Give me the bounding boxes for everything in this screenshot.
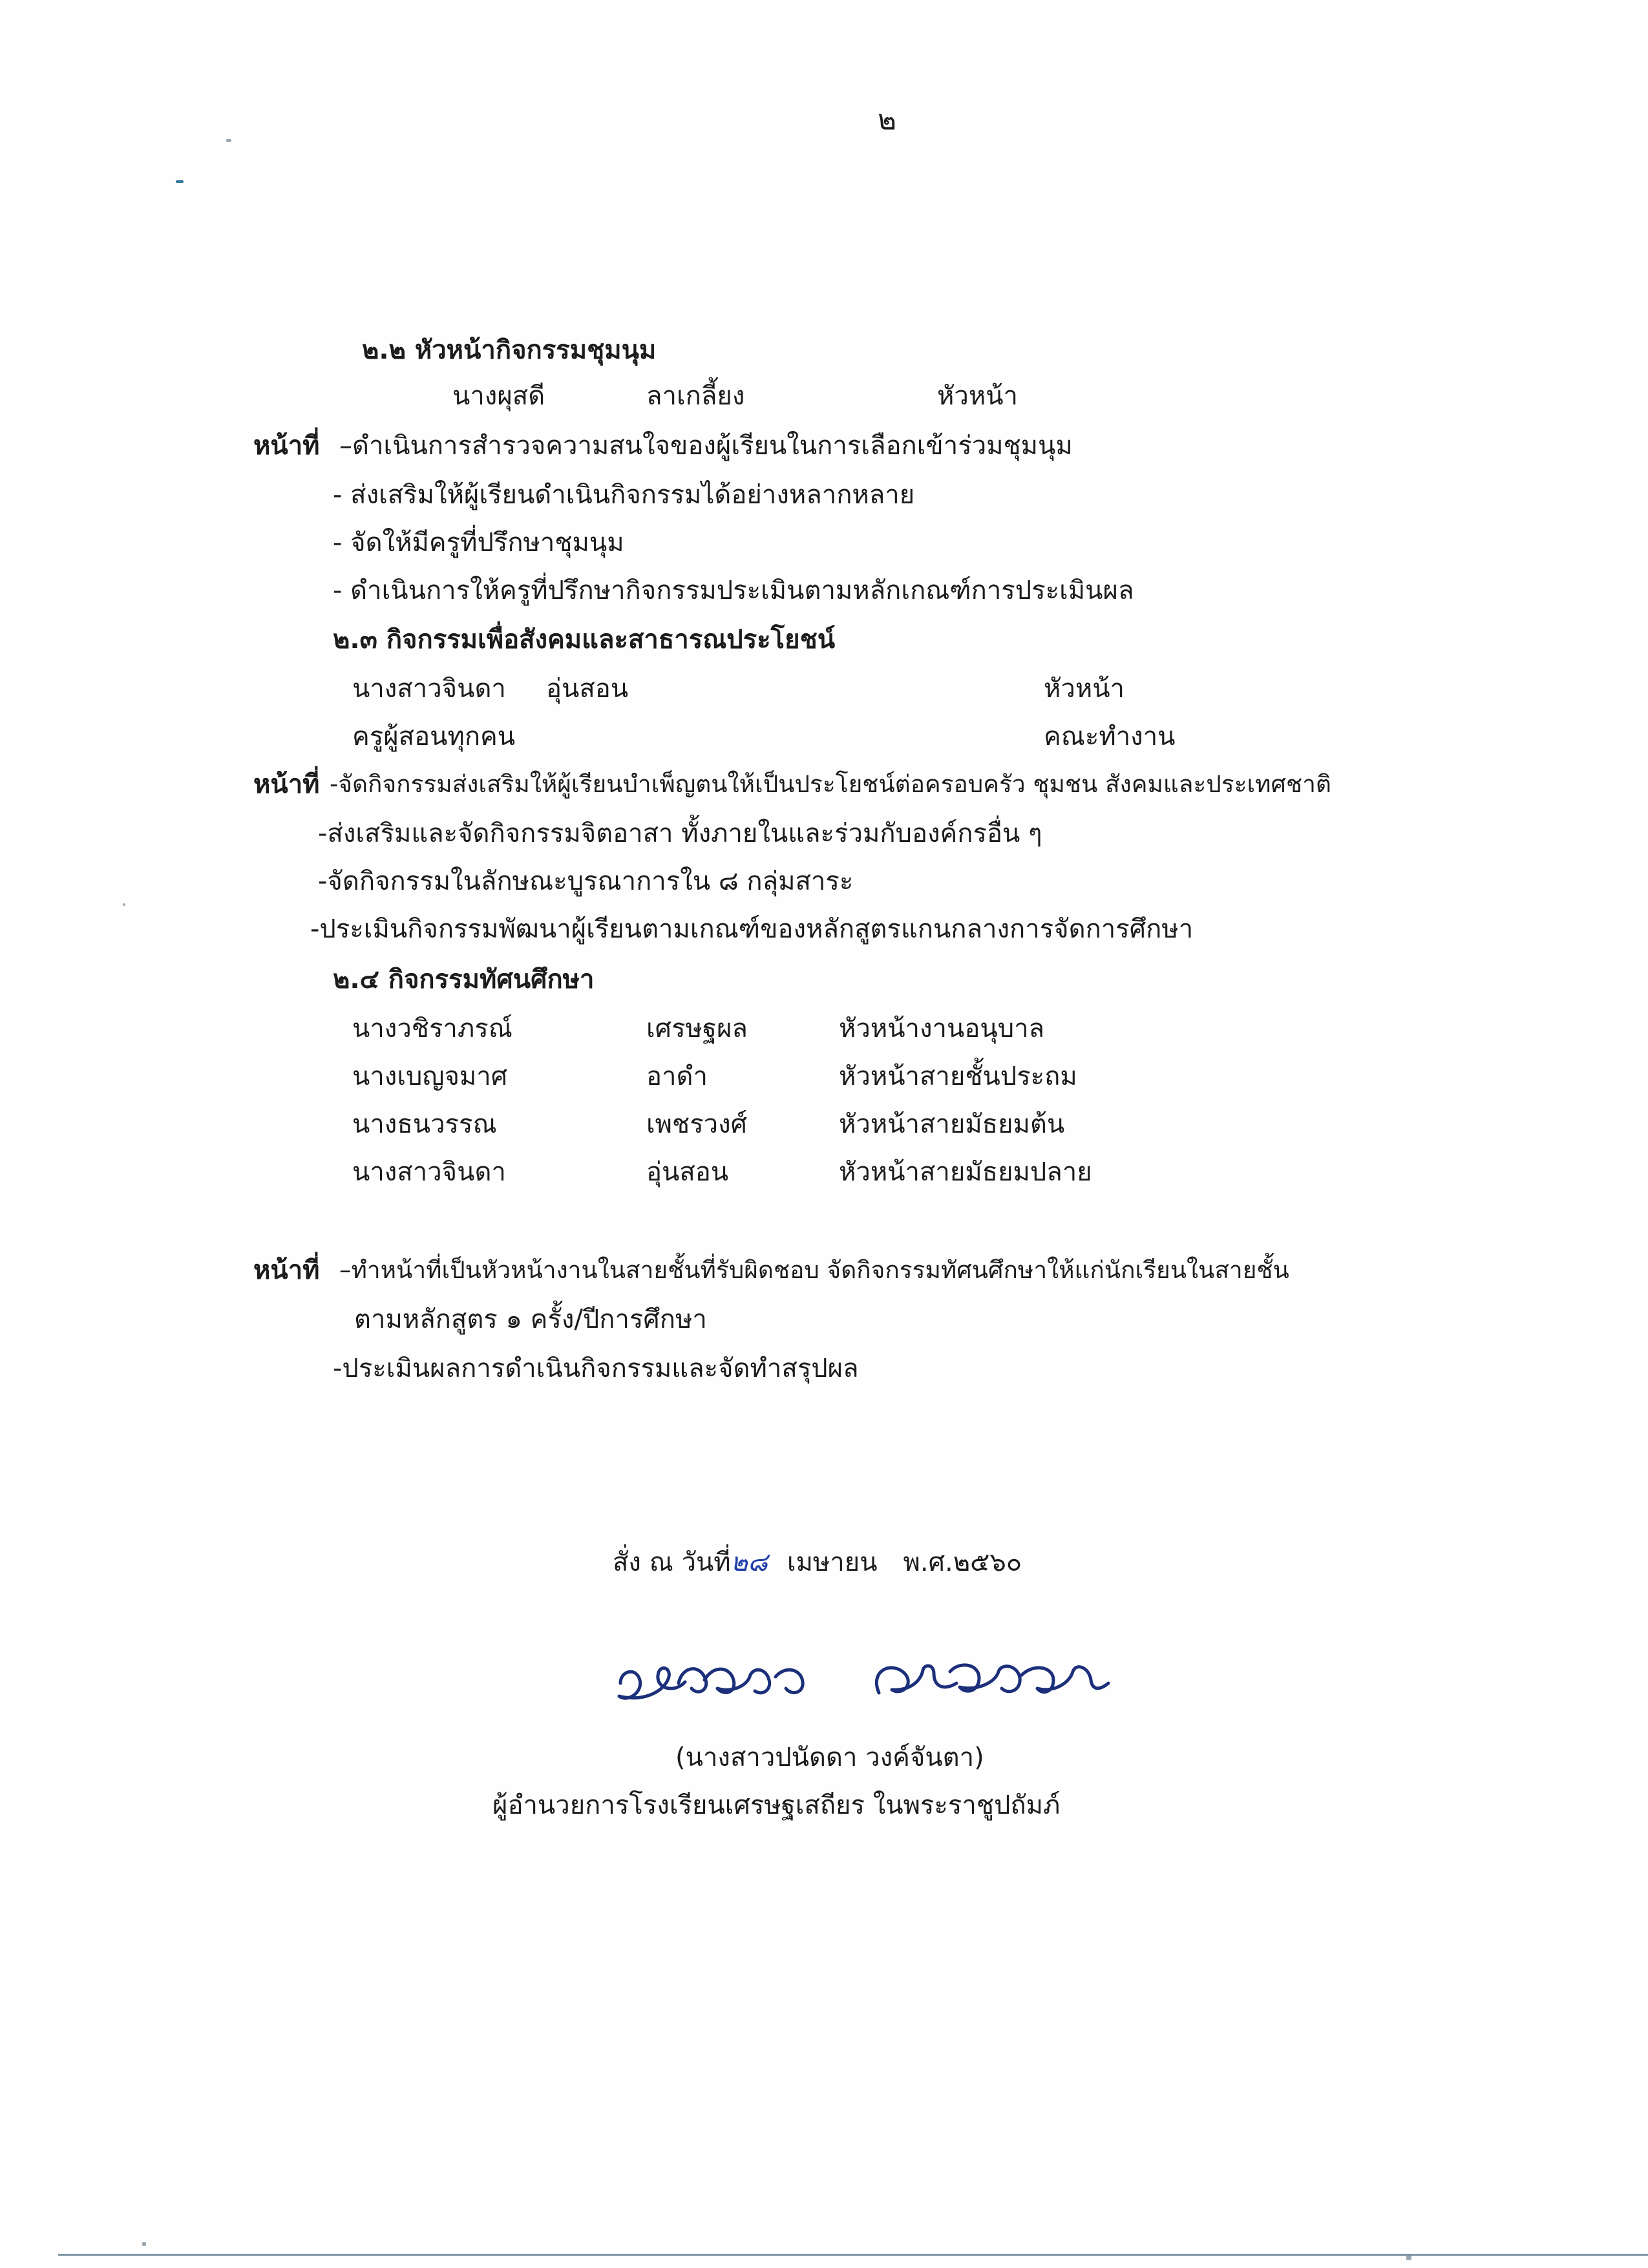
- duty-label: หน้าที่: [253, 431, 320, 461]
- section-2-2-heading: ๒.๒ หัวหน้ากิจกรรมชุมนุม: [362, 335, 657, 365]
- section-2-4-heading: ๒.๔ กิจกรรมทัศนศึกษา: [333, 965, 595, 994]
- signer-name: (นางสาวปนัดดา วงค์จันตา): [675, 1743, 984, 1772]
- member-last-name: อุ่นสอน: [646, 1157, 729, 1187]
- member-last-name: อาดำ: [646, 1062, 708, 1091]
- duty-item: –ดำเนินการสำรวจความสนใจของผู้เรียนในการเลือกเข้าร่วมชุมนุม: [339, 431, 1073, 461]
- member-first-name: นางสาวจินดา: [352, 1157, 506, 1187]
- member-first-name: นางธนวรรณ: [352, 1109, 497, 1139]
- scan-speck: [226, 139, 231, 142]
- scan-speck: [142, 2242, 146, 2246]
- member-last-name: เพชรวงศ์: [646, 1109, 748, 1139]
- member-first-name: นางวชิราภรณ์: [352, 1014, 512, 1044]
- scan-speck: [1406, 2255, 1411, 2260]
- order-year: พ.ศ.๒๕๖๐: [903, 1548, 1022, 1577]
- order-day-handwritten: ๒๘: [730, 1548, 768, 1577]
- member-role: หัวหน้างานอนุบาล: [839, 1014, 1045, 1044]
- order-month: เมษายน: [787, 1548, 878, 1577]
- duty-item: ตามหลักสูตร ๑ ครั้ง/ปีการศึกษา: [354, 1305, 707, 1334]
- member-role: หัวหน้า: [1044, 674, 1125, 704]
- duty-item: -จัดกิจกรรมส่งเสริมให้ผู้เรียนบำเพ็ญตนให้เป็นประโยชน์ต่อครอบครัว ชุมชน สังคมและประเทศชาติ: [330, 770, 1331, 798]
- member-last-name: อุ่นสอน: [546, 674, 629, 704]
- member-role: หัวหน้าสายมัธยมปลาย: [839, 1157, 1092, 1187]
- duty-item: - จัดให้มีครูที่ปรึกษาชุมนุม: [333, 528, 624, 558]
- scan-speck: [123, 903, 125, 906]
- duty-item: -ส่งเสริมและจัดกิจกรรมจิตอาสา ทั้งภายในและร่วมกับองค์กรอื่น ๆ: [318, 819, 1042, 848]
- member-role: คณะทำงาน: [1044, 722, 1176, 751]
- duty-item: -ประเมินกิจกรรมพัฒนาผู้เรียนตามเกณฑ์ของหลักสูตรแกนกลางการจัดการศึกษา: [310, 914, 1194, 944]
- member-role: หัวหน้า: [937, 381, 1018, 411]
- member-last-name: เศรษฐผล: [646, 1014, 748, 1044]
- duty-item: –ทำหน้าที่เป็นหัวหน้างานในสายชั้นที่รับผิดชอบ จัดกิจกรรมทัศนศึกษาให้แก่นักเรียนในสายชั้น: [339, 1256, 1289, 1284]
- scan-edge-line: [58, 2254, 1648, 2256]
- page-number: ๒: [878, 103, 897, 136]
- signature-image: [607, 1632, 1125, 1722]
- duty-label: หน้าที่: [253, 1255, 320, 1285]
- member-first-name: ครูผู้สอนทุกคน: [352, 722, 516, 751]
- order-date-prefix: สั่ง ณ วันที่: [613, 1548, 731, 1577]
- member-first-name: นางผุสดี: [452, 381, 545, 411]
- scan-speck: [176, 180, 184, 183]
- duty-label: หน้าที่: [253, 770, 320, 799]
- member-first-name: นางสาวจินดา: [352, 674, 506, 704]
- member-role: หัวหน้าสายชั้นประถม: [839, 1062, 1077, 1091]
- duty-item: - ส่งเสริมให้ผู้เรียนดำเนินกิจกรรมได้อย่างหลากหลาย: [333, 480, 915, 510]
- order-date-line: [613, 1544, 1022, 1580]
- section-2-3-heading: ๒.๓ กิจกรรมเพื่อสังคมและสาธารณประโยชน์: [333, 625, 836, 655]
- member-role: หัวหน้าสายมัธยมต้น: [839, 1109, 1065, 1139]
- duty-item: -ประเมินผลการดำเนินกิจกรรมและจัดทำสรุปผล: [333, 1354, 859, 1383]
- member-last-name: ลาเกลี้ยง: [646, 381, 745, 411]
- member-first-name: นางเบญจมาศ: [352, 1062, 508, 1091]
- duty-item: - ดำเนินการให้ครูที่ปรึกษากิจกรรมประเมินตามหลักเกณฑ์การประเมินผล: [333, 576, 1134, 605]
- duty-item: -จัดกิจกรรมในลักษณะบูรณาการใน ๘ กลุ่มสาระ: [318, 866, 854, 896]
- signer-title: ผู้อำนวยการโรงเรียนเศรษฐเสถียร ในพระราชูปถัมภ์: [492, 1790, 1061, 1820]
